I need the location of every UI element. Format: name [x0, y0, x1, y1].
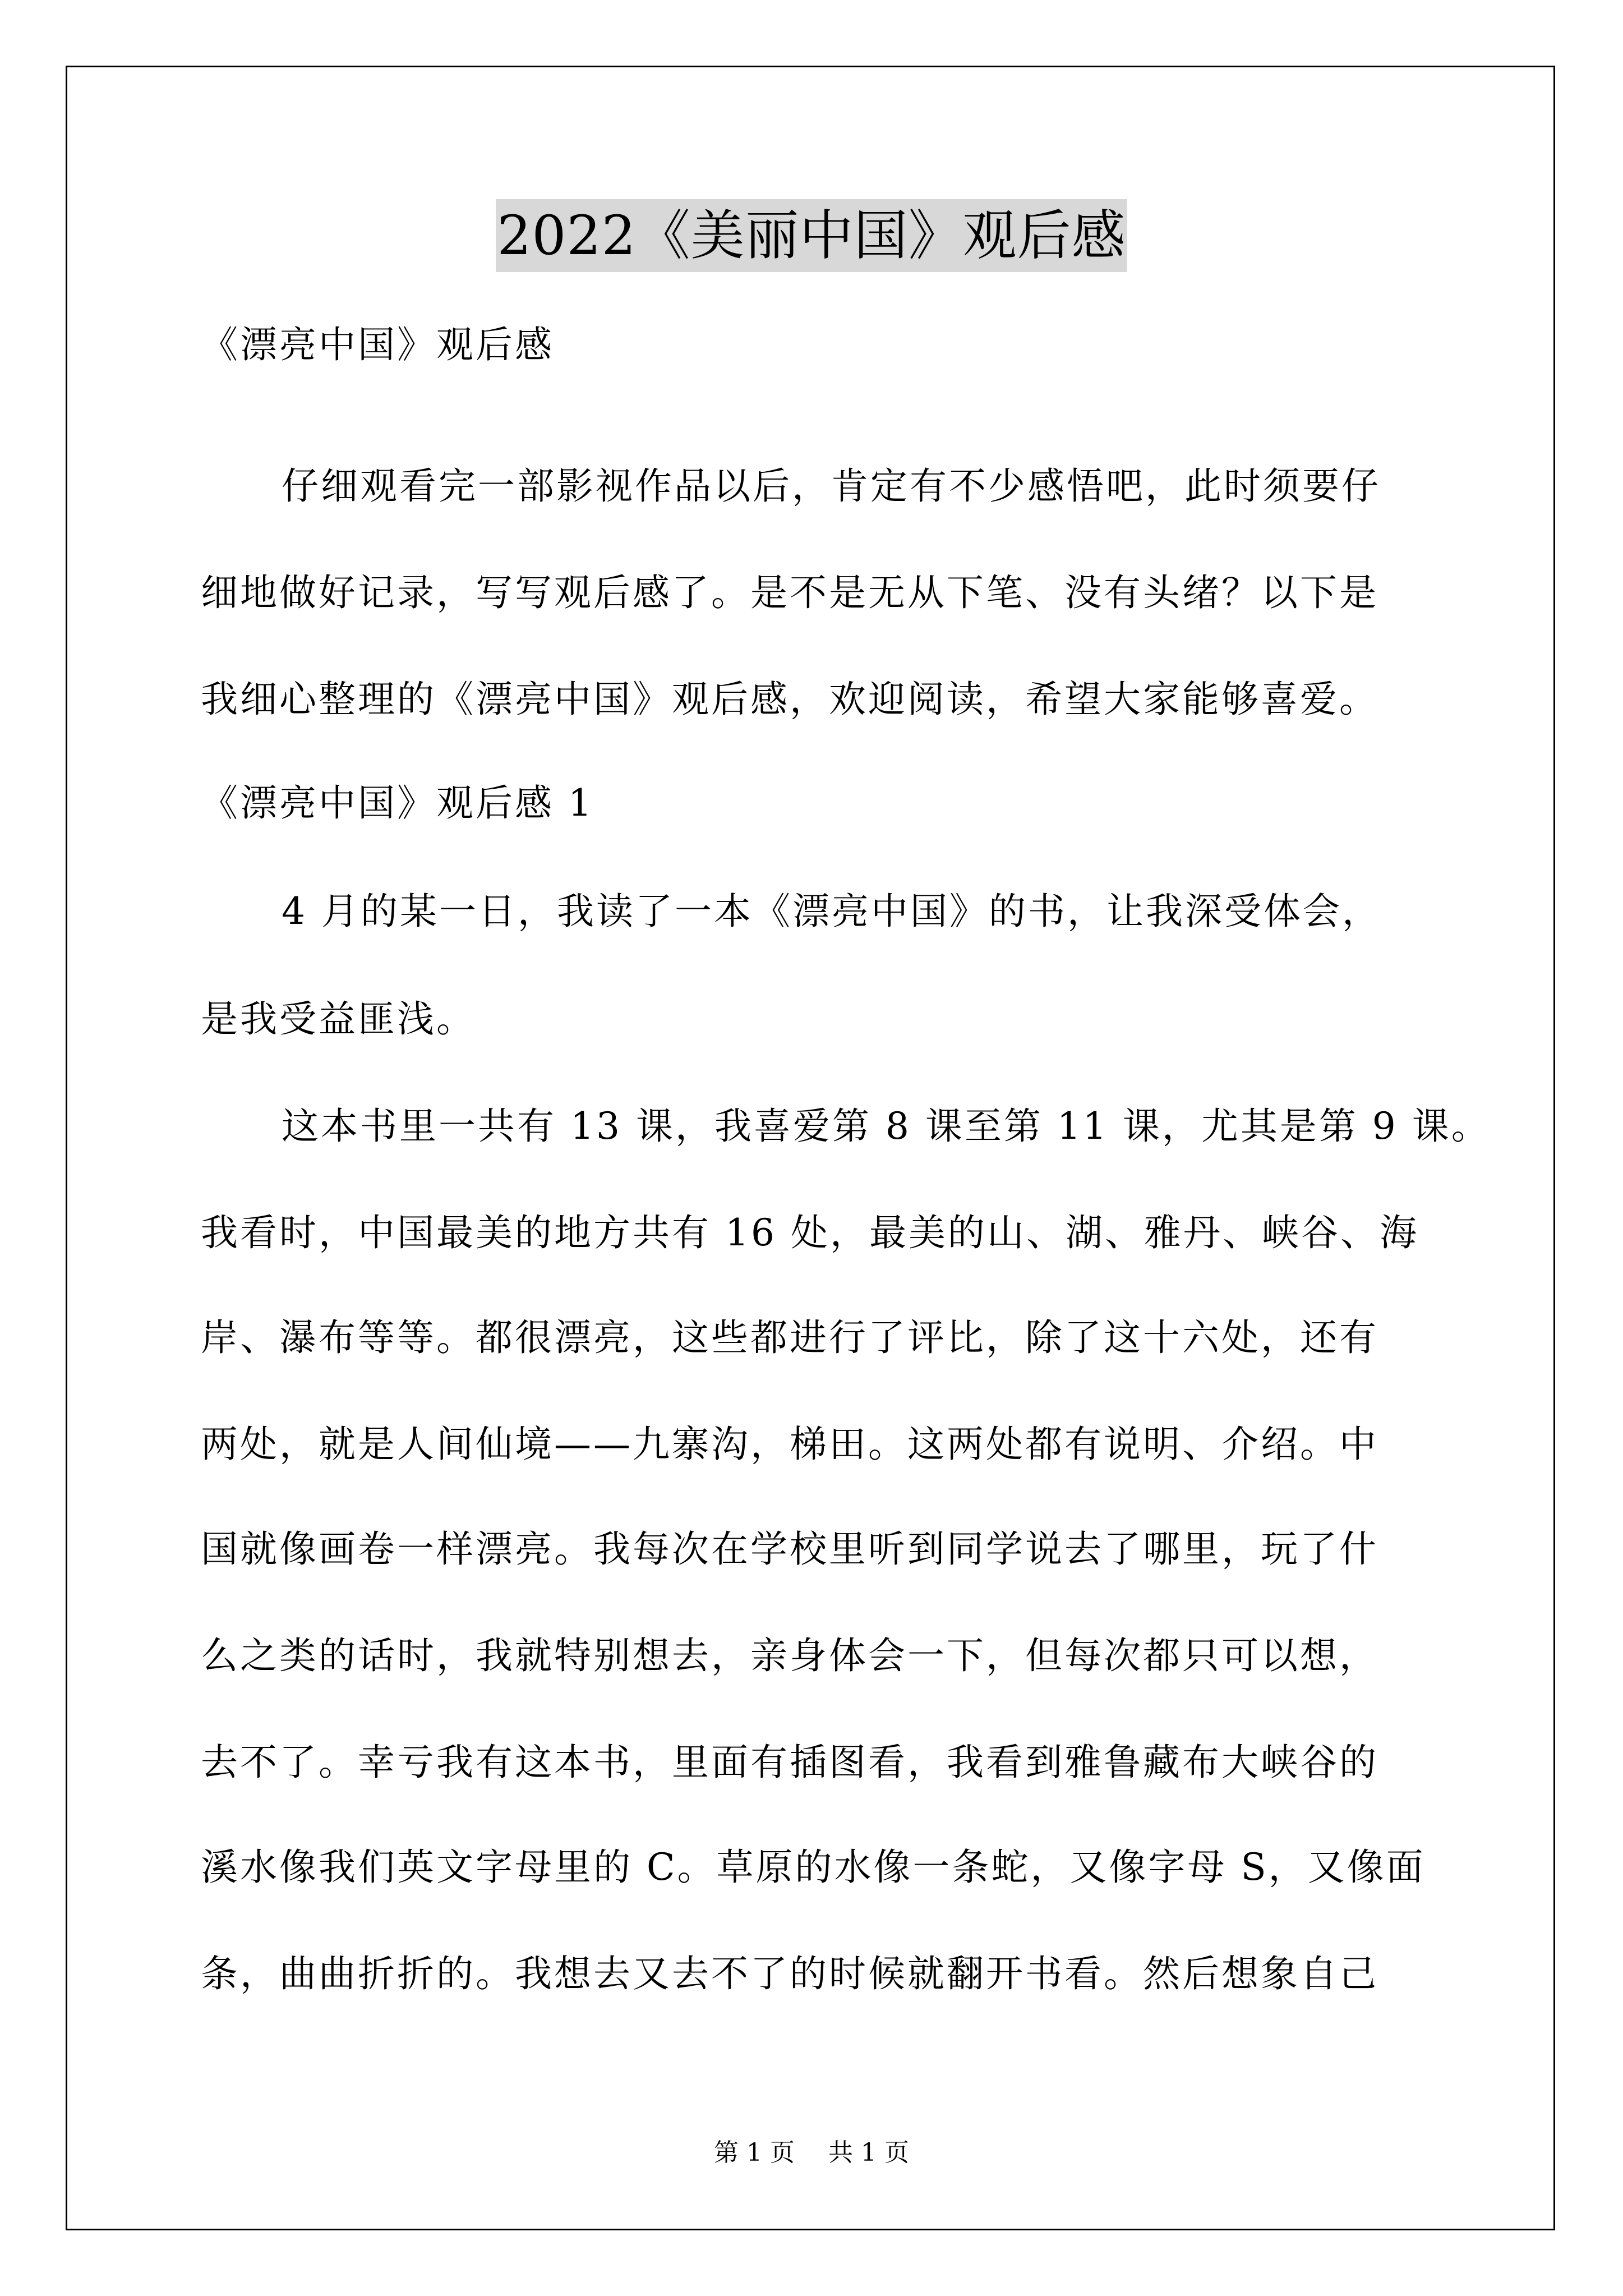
section-heading: 《漂亮中国》观后感: [201, 323, 554, 366]
body-line: 细地做好记录，写写观后感了。是不是无从下笔、没有头绪？以下是: [201, 571, 1378, 614]
body-line: 么之类的话时，我就特别想去，亲身体会一下，但每次都只可以想，: [201, 1634, 1378, 1677]
page-number: 第 1 页: [714, 2138, 795, 2167]
body-line: 岸、瀑布等等。都很漂亮，这些都进行了评比，除了这十六处，还有: [201, 1316, 1378, 1359]
body-line: 这本书里一共有 13 课，我喜爱第 8 课至第 11 课，尤其是第 9 课。: [282, 1105, 1491, 1148]
page-footer: [0, 2136, 1623, 2170]
body-line: 我看时，中国最美的地方共有 16 处，最美的山、湖、雅丹、峡谷、海: [201, 1211, 1419, 1254]
body-line: 是我受益匪浅。: [201, 997, 476, 1041]
document-title: 2022《美丽中国》观后感: [496, 199, 1127, 272]
body-line: 去不了。幸亏我有这本书，里面有插图看，我看到雅鲁藏布大峡谷的: [201, 1741, 1378, 1784]
body-line: 国就像画卷一样漂亮。我每次在学校里听到同学说去了哪里，玩了什: [201, 1527, 1378, 1571]
body-line: 我细心整理的《漂亮中国》观后感，欢迎阅读，希望大家能够喜爱。: [201, 678, 1378, 721]
body-line: 条，曲曲折折的。我想去又去不了的时候就翻开书看。然后想象自己: [201, 1952, 1378, 1995]
body-line: 4 月的某一日，我读了一本《漂亮中国》的书，让我深受体会，: [282, 890, 1381, 933]
body-line: 溪水像我们英文字母里的 C。草原的水像一条蛇，又像字母 S，又像面: [201, 1846, 1426, 1889]
title-container: [0, 199, 1623, 272]
body-line: 两处，就是人间仙境——九寨沟，梯田。这两处都有说明、介绍。中: [201, 1423, 1378, 1466]
page-total: 共 1 页: [828, 2138, 909, 2167]
body-line: 仔细观看完一部影视作品以后，肯定有不少感悟吧，此时须要仔: [282, 464, 1381, 508]
section-heading: 《漂亮中国》观后感 1: [201, 781, 594, 825]
